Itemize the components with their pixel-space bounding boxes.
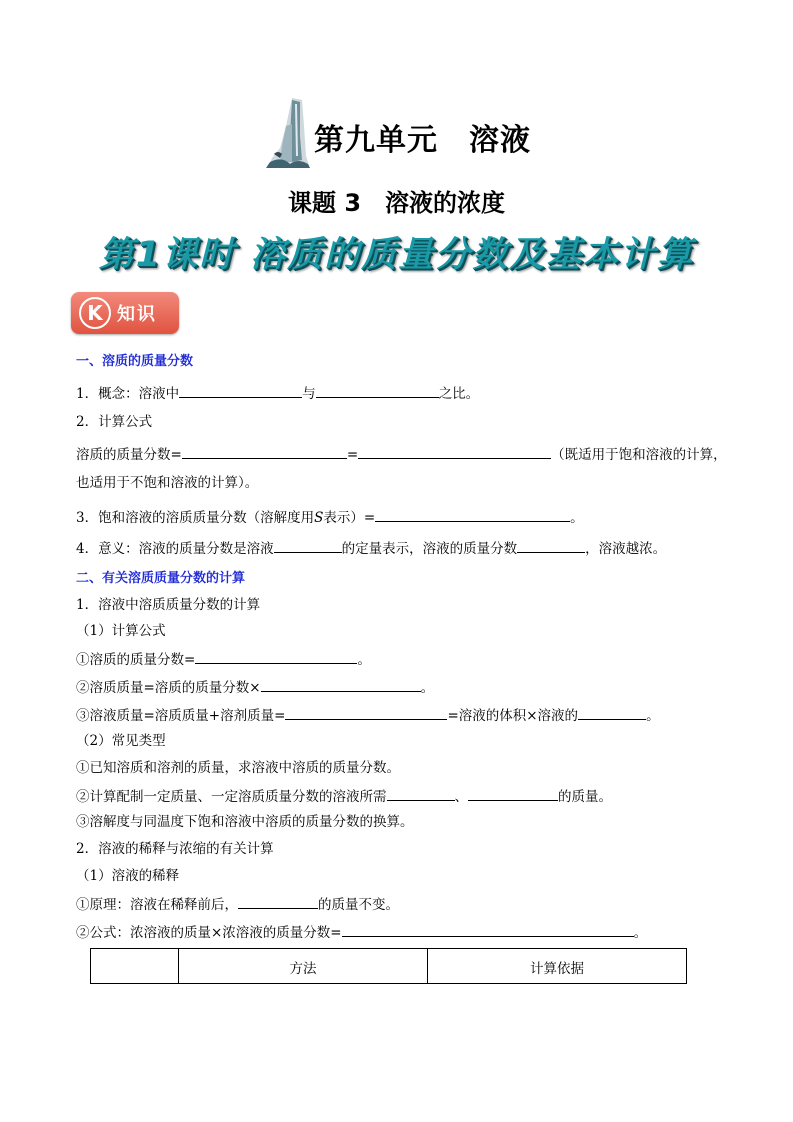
- sub1-1-title: （1）计算公式: [76, 623, 166, 639]
- saturated-formula-line: 3．饱和溶液的溶质质量分数（溶解度用S表示）= 。: [76, 507, 584, 527]
- methods-table: [90, 948, 687, 984]
- section1-heading: 一、溶质的质量分数: [76, 354, 194, 369]
- formula3-line: ③溶液质量=溶质质量+溶剂质量= =溶液的体积×溶液的 。: [76, 705, 660, 725]
- type1-line: ①已知溶质和溶剂的质量，求溶液中溶质的质量分数。: [76, 760, 400, 776]
- sub2-title: 2．溶液的稀释与浓缩的有关计算: [76, 841, 274, 857]
- unit-title: 第九单元 溶液: [314, 123, 531, 158]
- badge-label: 知识: [117, 304, 157, 325]
- dilution-principle-line: ①原理：溶液在稀释前后， 的质量不变。: [76, 894, 399, 914]
- waterfall-icon: [262, 96, 312, 170]
- formula2-line: ②溶质质量=溶质的质量分数× 。: [76, 677, 434, 697]
- unit-title-block: [0, 96, 793, 174]
- formula1-line: ①溶质的质量分数= 。: [76, 649, 371, 669]
- table-header-method: 方法: [179, 949, 428, 984]
- knowledge-badge: [71, 292, 179, 334]
- formula-heading: 2．计算公式: [76, 414, 153, 430]
- sub2-1-title: （1）溶液的稀释: [76, 868, 180, 884]
- table-row: [91, 949, 687, 984]
- sub1-2-title: （2）常见类型: [76, 733, 166, 749]
- table-cell-blank: [91, 949, 179, 984]
- table-header-basis: 计算依据: [428, 949, 687, 984]
- dilution-formula-line: ②公式：浓溶液的质量×浓溶液的质量分数= 。: [76, 922, 647, 942]
- period-title: 第1课时 溶质的质量分数及基本计算: [98, 235, 695, 275]
- sub1-title: 1．溶液中溶质质量分数的计算: [76, 597, 261, 613]
- section2-heading: 二、有关溶质质量分数的计算: [76, 571, 246, 586]
- k-letter-icon: K: [79, 297, 111, 329]
- type2-line: ②计算配制一定质量、一定溶质质量分数的溶液所需 、 的质量。: [76, 786, 612, 806]
- concept-line: 1．概念：溶液中 与 之比。: [76, 383, 479, 403]
- formula-line: 溶质的质量分数= = （既适用于饱和溶液的计算，: [76, 444, 727, 464]
- meaning-line: 4．意义：溶液的质量分数是溶液 的定量表示，溶液的质量分数 ，溶液越浓。: [76, 538, 666, 558]
- type3-line: ③溶解度与同温度下饱和溶液中溶质的质量分数的换算。: [76, 814, 414, 830]
- formula-continuation: 也适用于不饱和溶液的计算）。: [76, 475, 259, 491]
- lesson-title: 课题 3 溶液的浓度: [287, 189, 506, 217]
